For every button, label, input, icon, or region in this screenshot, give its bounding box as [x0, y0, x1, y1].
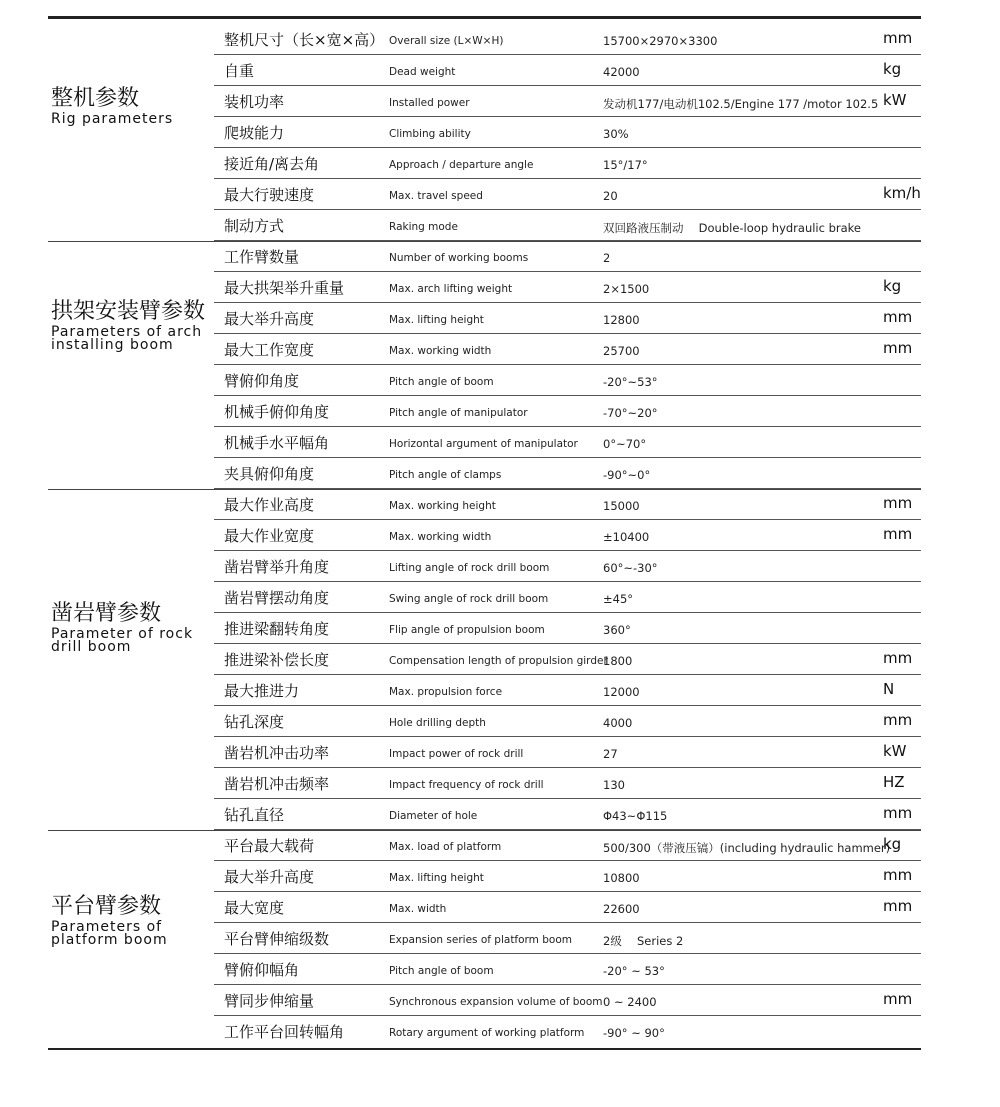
param-value: 2级 Series 2: [603, 934, 684, 948]
param-name-cn: 爬坡能力: [224, 124, 285, 142]
spec-row: [214, 148, 921, 179]
section-title-cn: 凿岩臂参数: [51, 601, 162, 626]
spec-row: [214, 892, 921, 923]
spec-row: [214, 396, 921, 427]
spec-row: [214, 675, 921, 706]
param-name-en: Impact frequency of rock drill: [389, 779, 544, 791]
spec-section: [48, 489, 921, 830]
spec-row: [214, 520, 921, 551]
section-title-cn: 拱架安装臂参数: [51, 299, 206, 324]
param-value: 2: [603, 251, 611, 265]
spec-row: [214, 458, 921, 489]
param-name-cn: 最大举升高度: [224, 868, 315, 886]
param-value: 30%: [603, 127, 629, 141]
param-unit: mm: [883, 308, 913, 326]
param-unit: N: [883, 680, 895, 698]
param-name-cn: 工作臂数量: [224, 248, 300, 266]
param-name-cn: 最大举升高度: [224, 310, 315, 328]
param-unit: mm: [883, 339, 913, 357]
spec-row: [214, 365, 921, 396]
param-name-en: Dead weight: [389, 66, 456, 78]
param-name-en: Impact power of rock drill: [389, 748, 524, 760]
spec-row: [214, 334, 921, 365]
param-unit: kg: [883, 60, 902, 78]
param-name-en: Swing angle of rock drill boom: [389, 593, 549, 605]
param-name-en: Max. working width: [389, 531, 492, 543]
param-value: 0 ~ 2400: [603, 995, 657, 1009]
param-name-en: Pitch angle of boom: [389, 965, 494, 977]
param-value: 发动机177/电动机102.5/Engine 177 /motor 102.5: [603, 97, 879, 111]
param-value: 4000: [603, 716, 633, 730]
param-name-en: Hole drilling depth: [389, 717, 486, 729]
param-name-en: Rotary argument of working platform: [389, 1027, 585, 1039]
param-value: 15°/17°: [603, 158, 648, 172]
param-value: -70°~20°: [603, 406, 658, 420]
param-unit: mm: [883, 649, 913, 667]
spec-row: [214, 985, 921, 1016]
param-unit: mm: [883, 866, 913, 884]
param-value: 360°: [603, 623, 631, 637]
spec-row: [214, 830, 921, 861]
spec-row: [214, 923, 921, 954]
spec-row: [214, 644, 921, 675]
param-value: -90° ~ 90°: [603, 1026, 665, 1040]
param-value: -20° ~ 53°: [603, 964, 665, 978]
param-name-cn: 最大推进力: [224, 682, 300, 700]
spec-row: [214, 768, 921, 799]
param-name-en: Installed power: [389, 97, 470, 109]
param-unit: km/h: [883, 184, 921, 202]
param-name-cn: 整机尺寸（长×宽×高）: [224, 31, 385, 49]
param-value: 60°~-30°: [603, 561, 658, 575]
section-title-en: Rig parameters: [51, 111, 174, 127]
param-name-en: Pitch angle of manipulator: [389, 407, 528, 419]
param-value: 双回路液压制动 Double-loop hydraulic brake: [603, 221, 862, 235]
spec-row: [214, 551, 921, 582]
param-name-cn: 凿岩臂摆动角度: [224, 589, 330, 607]
spec-row: [214, 613, 921, 644]
param-name-en: Expansion series of platform boom: [389, 934, 572, 946]
spec-row: [214, 55, 921, 86]
param-value: 12000: [603, 685, 640, 699]
param-name-cn: 机械手俯仰角度: [224, 403, 330, 421]
section-title-cn: 平台臂参数: [51, 894, 162, 919]
param-value: 22600: [603, 902, 640, 916]
param-name-cn: 最大作业宽度: [224, 527, 315, 545]
param-value: ±10400: [603, 530, 650, 544]
param-unit: kW: [883, 742, 907, 760]
section-title: [51, 86, 211, 126]
param-unit: HZ: [883, 773, 905, 791]
param-value: 500/300（带液压镐）(including hydraulic hammer): [603, 841, 891, 855]
param-value: 10800: [603, 871, 640, 885]
param-name-cn: 臂俯仰幅角: [224, 961, 300, 979]
param-name-cn: 夹具俯仰角度: [224, 465, 315, 483]
param-name-en: Raking mode: [389, 221, 458, 233]
param-name-cn: 自重: [224, 62, 255, 80]
param-value: 12800: [603, 313, 640, 327]
spec-row: [214, 1016, 921, 1047]
spec-row: [214, 210, 921, 241]
spec-row: [214, 799, 921, 830]
spec-section: [48, 24, 921, 241]
param-name-en: Horizontal argument of manipulator: [389, 438, 578, 450]
spec-row: [214, 179, 921, 210]
param-unit: mm: [883, 525, 913, 543]
param-name-cn: 最大拱架举升重量: [224, 279, 345, 297]
param-name-cn: 钻孔直径: [224, 806, 285, 824]
param-name-cn: 最大行驶速度: [224, 186, 315, 204]
param-name-cn: 制动方式: [224, 217, 285, 235]
param-name-en: Overall size (L×W×H): [389, 35, 504, 47]
param-name-cn: 平台最大载荷: [224, 837, 315, 855]
spec-row: [214, 954, 921, 985]
param-value: 25700: [603, 344, 640, 358]
param-value: 15000: [603, 499, 640, 513]
spec-row: [214, 241, 921, 272]
param-name-cn: 臂俯仰角度: [224, 372, 300, 390]
param-name-cn: 最大作业高度: [224, 496, 315, 514]
param-name-en: Max. travel speed: [389, 190, 483, 202]
param-value: 0°~70°: [603, 437, 647, 451]
param-unit: kW: [883, 91, 907, 109]
spec-row: [214, 117, 921, 148]
param-name-en: Climbing ability: [389, 128, 471, 140]
param-name-en: Max. working height: [389, 500, 496, 512]
param-name-cn: 推进梁翻转角度: [224, 620, 330, 638]
param-value: 42000: [603, 65, 640, 79]
section-title-en: Parameter of rock drill boom: [51, 626, 194, 655]
spec-row: [214, 706, 921, 737]
param-name-cn: 推进梁补偿长度: [224, 651, 330, 669]
spec-row: [214, 427, 921, 458]
param-name-en: Synchronous expansion volume of boom: [389, 996, 603, 1008]
param-unit: mm: [883, 990, 913, 1008]
top-rule: [48, 16, 921, 19]
section-title-cn: 整机参数: [51, 86, 140, 111]
param-name-cn: 凿岩臂举升角度: [224, 558, 330, 576]
spec-section: [48, 241, 921, 489]
param-value: 2×1500: [603, 282, 650, 296]
param-name-en: Max. lifting height: [389, 872, 484, 884]
param-name-en: Approach / departure angle: [389, 159, 534, 171]
param-name-cn: 接近角/离去角: [224, 155, 320, 173]
section-title-en: Parameters of platform boom: [51, 919, 168, 948]
spec-row: [214, 272, 921, 303]
spec-row: [214, 489, 921, 520]
spec-row: [214, 86, 921, 117]
param-value: -20°~53°: [603, 375, 658, 389]
param-value: 27: [603, 747, 618, 761]
param-name-en: Pitch angle of clamps: [389, 469, 502, 481]
param-name-cn: 机械手水平幅角: [224, 434, 330, 452]
param-unit: mm: [883, 804, 913, 822]
param-name-en: Number of working booms: [389, 252, 529, 264]
param-unit: mm: [883, 711, 913, 729]
section-title: [51, 894, 211, 947]
param-name-cn: 装机功率: [224, 93, 285, 111]
section-title-en: Parameters of arch installing boom: [51, 324, 203, 353]
param-unit: kg: [883, 277, 902, 295]
param-unit: kg: [883, 835, 902, 853]
param-name-en: Diameter of hole: [389, 810, 478, 822]
param-name-cn: 臂同步伸缩量: [224, 992, 315, 1010]
spec-section: [48, 830, 921, 1047]
param-name-en: Flip angle of propulsion boom: [389, 624, 545, 636]
param-value: 15700×2970×3300: [603, 34, 718, 48]
param-name-en: Max. working width: [389, 345, 492, 357]
param-value: 130: [603, 778, 625, 792]
param-name-cn: 最大工作宽度: [224, 341, 315, 359]
section-title: [51, 299, 211, 352]
param-value: -90°~0°: [603, 468, 651, 482]
param-value: 1800: [603, 654, 633, 668]
param-value: 20: [603, 189, 618, 203]
spec-row: [214, 737, 921, 768]
param-name-en: Max. arch lifting weight: [389, 283, 513, 295]
spec-row: [214, 303, 921, 334]
param-unit: mm: [883, 29, 913, 47]
section-title: [51, 601, 211, 654]
param-name-en: Pitch angle of boom: [389, 376, 494, 388]
param-name-en: Max. propulsion force: [389, 686, 503, 698]
param-name-cn: 工作平台回转幅角: [224, 1023, 345, 1041]
spec-row: [214, 24, 921, 55]
param-value: Φ43~Φ115: [603, 809, 668, 823]
param-name-cn: 钻孔深度: [224, 713, 285, 731]
param-name-cn: 凿岩机冲击频率: [224, 775, 330, 793]
spec-row: [214, 582, 921, 613]
param-name-en: Compensation length of propulsion girder: [389, 655, 608, 667]
param-name-en: Max. width: [389, 903, 447, 915]
spec-row: [214, 861, 921, 892]
param-name-cn: 凿岩机冲击功率: [224, 744, 330, 762]
param-name-cn: 最大宽度: [224, 899, 285, 917]
param-name-en: Max. load of platform: [389, 841, 502, 853]
param-name-en: Lifting angle of rock drill boom: [389, 562, 550, 574]
param-unit: mm: [883, 897, 913, 915]
param-value: ±45°: [603, 592, 634, 606]
param-name-cn: 平台臂伸缩级数: [224, 930, 330, 948]
param-name-en: Max. lifting height: [389, 314, 484, 326]
param-unit: mm: [883, 494, 913, 512]
bottom-rule: [48, 1048, 921, 1050]
